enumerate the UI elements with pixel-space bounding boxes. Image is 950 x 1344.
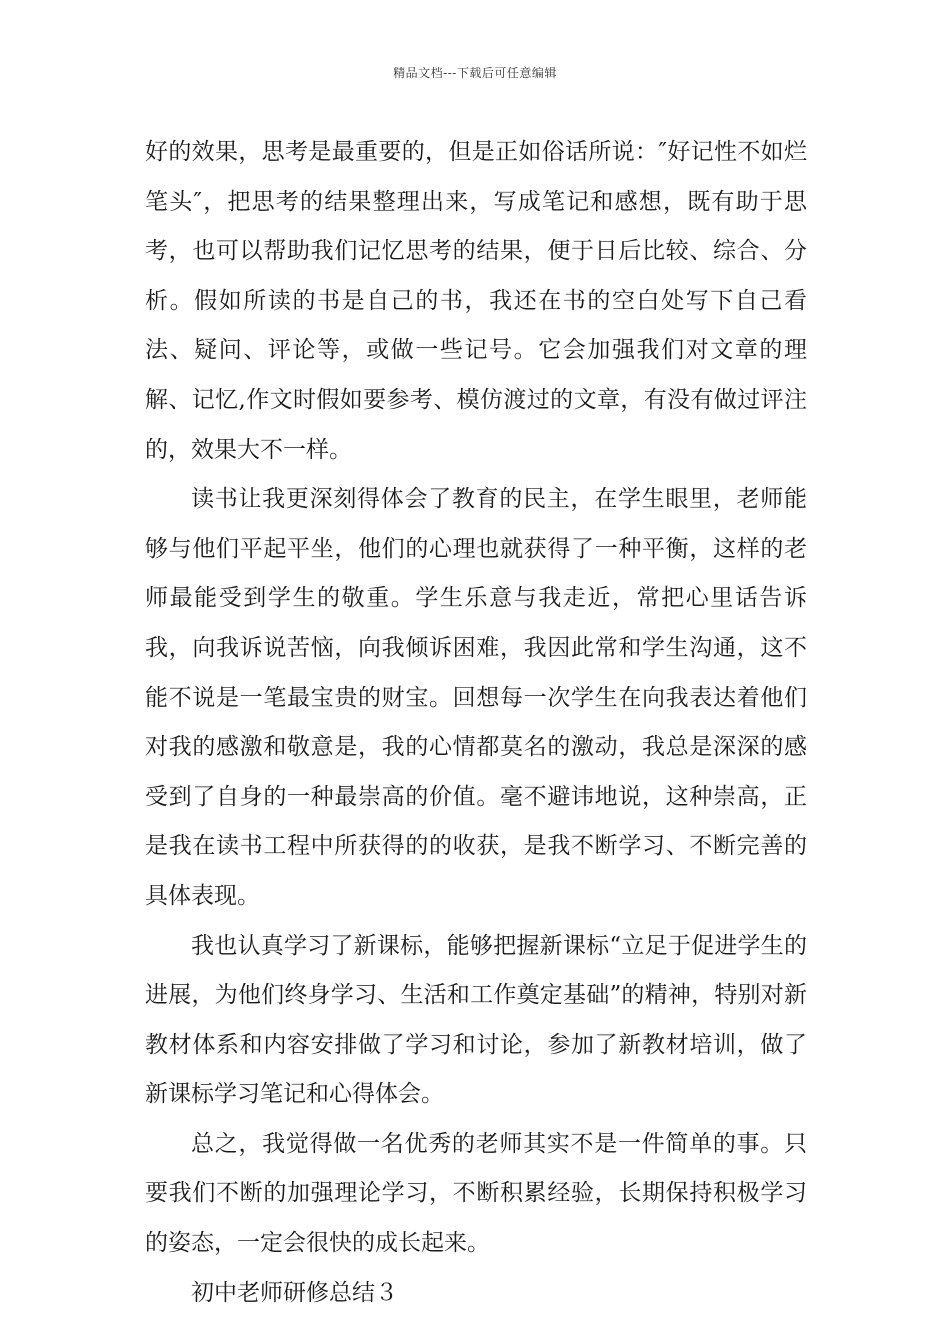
document-body [145, 128, 807, 1318]
paragraph-reading-democracy: 读书让我更深刻得体会了教育的民主，在学生眼里，老师能够与他们平起平坐，他们的心理也就获得了一种平衡，这样的老师最能受到学生的敬重。学生乐意与我走近，常把心里话告诉我，向我诉说苦恼，向我倾诉困难，我因此常和学生沟通，这不能不说是一笔最宝贵的财宝。回想每一次学生在向我表达着他们对我的感激和敬意是，我的心情都莫名的激动，我总是深深的感受到了自身的一种最崇高的价值。毫不避讳地说，这种崇高，正是我在读书工程中所获得的的收获，是我不断学习、不断完善的具体表现。 [145, 486, 807, 909]
paragraph-conclusion: 总之，我觉得做一名优秀的老师其实不是一件简单的事。只要我们不断的加强理论学习，不断积累经验，长期保持积极学习的姿态，一定会很快的成长起来。 [145, 1130, 807, 1257]
paragraph-continued: 好的效果，思考是最重要的，但是正如俗话所说：″好记性不如烂笔头″，把思考的结果整理出来，写成笔记和感想，既有助于思考，也可以帮助我们记忆思考的结果，便于日后比较、综合、分析。假如所读的书是自己的书，我还在书的空白处写下自己看法、疑问、评论等，或做一些记号。它会加强我们对文章的理解、记忆,作文时假如要参考、模仿渡过的文章，有没有做过评注的，效果大不一样。 [145, 139, 807, 463]
paragraph-new-curriculum: 我也认真学习了新课标，能够把握新课标“立足于促进学生的进展，为他们终身学习、生活和工作奠定基础”的精神，特别对新教材体系和内容安排做了学习和讨论，参加了新教材培训，做了新课标学习笔记和心得体会。 [145, 932, 807, 1108]
page-header: 精品文档---下载后可任意编辑 [393, 66, 557, 80]
section-heading: 初中老师研修总结３ [191, 1279, 398, 1306]
